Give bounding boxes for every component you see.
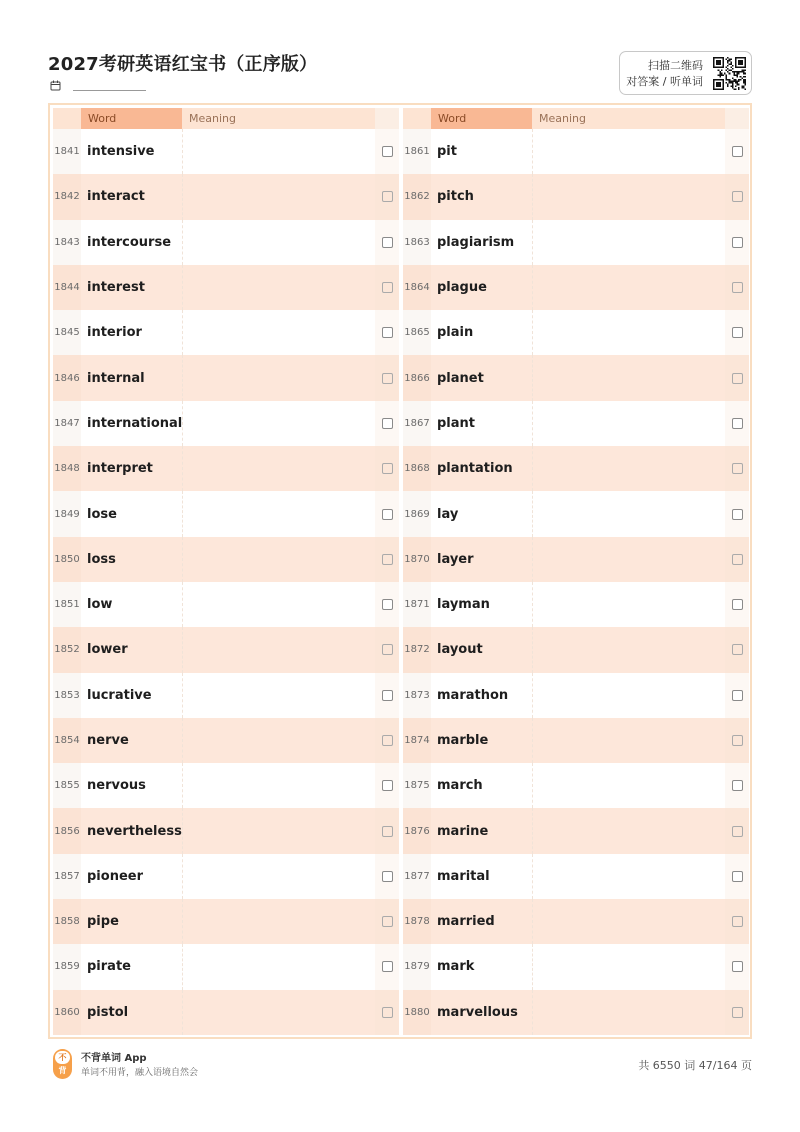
right-rows: [403, 129, 749, 1035]
word-text: pit: [437, 144, 457, 160]
word-text: intercourse: [87, 234, 172, 250]
checkbox-icon[interactable]: [732, 237, 743, 248]
table-row: [53, 990, 399, 1035]
checkbox-cell: [725, 129, 749, 174]
header-word: Word: [81, 108, 182, 129]
app-logo: [53, 1049, 72, 1079]
word-number: 1879: [403, 944, 431, 989]
word-text: interior: [87, 325, 142, 341]
meaning-cell[interactable]: [532, 174, 533, 219]
table-row: [53, 401, 399, 446]
table-row: [403, 582, 749, 627]
header-check: [375, 108, 399, 129]
left-rows: [53, 129, 399, 1035]
checkbox-cell: [725, 537, 749, 582]
table-row: [403, 174, 749, 219]
word-text: lower: [87, 642, 128, 658]
checkbox-cell: [725, 174, 749, 219]
meaning-cell[interactable]: [182, 174, 183, 219]
table-row: [403, 808, 749, 853]
word-number: 1878: [403, 899, 431, 944]
checkbox-cell: [375, 990, 399, 1035]
table-row: [53, 808, 399, 853]
meaning-cell[interactable]: [532, 537, 533, 582]
checkbox-icon[interactable]: [382, 690, 393, 701]
table-row: [403, 129, 749, 174]
checkbox-cell: [375, 446, 399, 491]
checkbox-cell: [375, 582, 399, 627]
word-number: 1866: [403, 355, 431, 400]
table-row: [403, 355, 749, 400]
checkbox-cell: [375, 854, 399, 899]
word-number: 1848: [53, 446, 81, 491]
header-check: [725, 108, 749, 129]
meaning-cell[interactable]: [532, 491, 533, 536]
table-row: [403, 265, 749, 310]
table-row: [403, 310, 749, 355]
word-number: 1858: [53, 899, 81, 944]
header-meaning: Meaning: [189, 112, 236, 125]
meaning-cell[interactable]: [532, 129, 533, 174]
meaning-cell[interactable]: [532, 446, 533, 491]
checkbox-cell: [725, 446, 749, 491]
meaning-cell[interactable]: [182, 673, 183, 718]
word-text: pioneer: [87, 868, 143, 884]
word-number: 1872: [403, 627, 431, 672]
checkbox-icon[interactable]: [732, 282, 743, 293]
table-row: [53, 310, 399, 355]
checkbox-icon[interactable]: [732, 871, 743, 882]
logo-bottom-glyph: 背: [58, 1066, 67, 1075]
checkbox-icon[interactable]: [382, 735, 393, 746]
word-text: mark: [437, 959, 475, 975]
header-word: Word: [431, 108, 532, 129]
word-text: nervous: [87, 778, 146, 794]
qr-panel[interactable]: [619, 51, 752, 95]
table-row: [403, 763, 749, 808]
page-counter: 共 6550 词 47/164 页: [638, 1059, 752, 1072]
word-number: 1843: [53, 220, 81, 265]
vocab-table: [48, 103, 752, 1039]
table-row: [403, 899, 749, 944]
checkbox-icon[interactable]: [732, 373, 743, 384]
word-text: married: [437, 914, 495, 930]
word-text: layman: [437, 597, 490, 613]
word-text: marble: [437, 733, 489, 748]
checkbox-cell: [725, 627, 749, 672]
checkbox-icon[interactable]: [732, 327, 743, 338]
word-number: 1841: [53, 129, 81, 174]
checkbox-icon[interactable]: [732, 690, 743, 701]
checkbox-cell: [725, 763, 749, 808]
checkbox-cell: [375, 401, 399, 446]
word-text: loss: [87, 551, 116, 567]
checkbox-cell: [375, 310, 399, 355]
page-title: 2027考研英语红宝书（正序版）: [48, 54, 318, 75]
meaning-cell[interactable]: [532, 401, 533, 446]
checkbox-icon[interactable]: [382, 373, 393, 384]
word-text: pitch: [437, 189, 474, 205]
checkbox-cell: [725, 491, 749, 536]
checkbox-icon[interactable]: [382, 961, 393, 972]
table-row: [403, 854, 749, 899]
table-row: [53, 854, 399, 899]
table-row: [403, 401, 749, 446]
word-number: 1862: [403, 174, 431, 219]
checkbox-cell: [375, 944, 399, 989]
meaning-cell[interactable]: [532, 582, 533, 627]
word-number: 1849: [53, 491, 81, 536]
checkbox-cell: [375, 899, 399, 944]
checkbox-cell: [725, 899, 749, 944]
checkbox-icon[interactable]: [382, 780, 393, 791]
checkbox-cell: [725, 265, 749, 310]
checkbox-cell: [725, 944, 749, 989]
table-row: [53, 129, 399, 174]
word-text: layout: [437, 642, 483, 658]
calendar-icon: [50, 80, 61, 91]
checkbox-cell: [375, 355, 399, 400]
word-number: 1867: [403, 401, 431, 446]
meaning-cell[interactable]: [532, 310, 533, 355]
checkbox-icon[interactable]: [732, 418, 743, 429]
word-number: 1870: [403, 537, 431, 582]
meaning-cell[interactable]: [532, 718, 533, 763]
table-row: [53, 899, 399, 944]
word-text: international: [87, 415, 183, 431]
meaning-cell[interactable]: [182, 718, 183, 763]
meaning-cell[interactable]: [182, 537, 183, 582]
meaning-cell[interactable]: [532, 808, 533, 853]
table-header: [403, 108, 749, 129]
checkbox-icon[interactable]: [732, 463, 743, 474]
left-column: [53, 108, 399, 1035]
table-row: [403, 673, 749, 718]
meaning-cell[interactable]: [182, 446, 183, 491]
word-text: marathon: [437, 687, 509, 703]
qr-caption-line2: 对答案 / 听单词: [626, 75, 703, 88]
meaning-cell[interactable]: [182, 310, 183, 355]
checkbox-icon[interactable]: [732, 644, 743, 655]
word-number: 1864: [403, 265, 431, 310]
checkbox-icon[interactable]: [382, 146, 393, 157]
word-number: 1859: [53, 944, 81, 989]
word-number: 1845: [53, 310, 81, 355]
checkbox-cell: [725, 718, 749, 763]
word-number: 1871: [403, 582, 431, 627]
logo-top-glyph: 不: [55, 1051, 70, 1064]
checkbox-cell: [725, 582, 749, 627]
word-text: pipe: [87, 914, 119, 930]
word-number: 1852: [53, 627, 81, 672]
app-name: 不背单词 App: [81, 1053, 147, 1064]
meaning-cell[interactable]: [182, 491, 183, 536]
checkbox-icon[interactable]: [382, 916, 393, 927]
word-text: nerve: [87, 733, 129, 748]
table-row: [403, 944, 749, 989]
word-number: 1850: [53, 537, 81, 582]
meaning-cell[interactable]: [532, 355, 533, 400]
meaning-cell[interactable]: [182, 854, 183, 899]
meaning-cell[interactable]: [182, 627, 183, 672]
checkbox-cell: [375, 808, 399, 853]
word-number: 1856: [53, 808, 81, 853]
word-number: 1855: [53, 763, 81, 808]
meaning-cell[interactable]: [532, 763, 533, 808]
meaning-cell[interactable]: [532, 944, 533, 989]
meaning-cell[interactable]: [532, 899, 533, 944]
checkbox-icon[interactable]: [732, 599, 743, 610]
word-text: interpret: [87, 461, 153, 477]
header-meaning: Meaning: [539, 112, 586, 125]
checkbox-icon[interactable]: [732, 191, 743, 202]
checkbox-cell: [375, 718, 399, 763]
checkbox-cell: [725, 990, 749, 1035]
meaning-cell[interactable]: [532, 854, 533, 899]
table-row: [53, 627, 399, 672]
meaning-cell[interactable]: [532, 220, 533, 265]
checkbox-cell: [725, 355, 749, 400]
word-number: 1854: [53, 718, 81, 763]
table-row: [53, 582, 399, 627]
checkbox-icon[interactable]: [382, 282, 393, 293]
word-text: internal: [87, 370, 145, 386]
meaning-cell[interactable]: [182, 265, 183, 310]
word-text: interest: [87, 280, 145, 296]
checkbox-icon[interactable]: [382, 463, 393, 474]
word-text: plantation: [437, 461, 513, 477]
checkbox-icon[interactable]: [732, 826, 743, 837]
date-field: [50, 80, 146, 91]
table-row: [403, 990, 749, 1035]
checkbox-icon[interactable]: [732, 916, 743, 927]
word-text: plain: [437, 325, 474, 341]
meaning-cell[interactable]: [182, 129, 183, 174]
checkbox-icon[interactable]: [382, 826, 393, 837]
qr-caption-line1: 扫描二维码: [648, 59, 703, 72]
table-row: [403, 537, 749, 582]
word-number: 1877: [403, 854, 431, 899]
checkbox-cell: [725, 401, 749, 446]
meaning-cell[interactable]: [182, 582, 183, 627]
table-row: [53, 446, 399, 491]
checkbox-icon[interactable]: [382, 1007, 393, 1018]
checkbox-icon[interactable]: [732, 735, 743, 746]
word-text: intensive: [87, 144, 155, 160]
table-row: [53, 355, 399, 400]
word-number: 1842: [53, 174, 81, 219]
word-text: plague: [437, 280, 487, 296]
word-number: 1847: [53, 401, 81, 446]
word-number: 1874: [403, 718, 431, 763]
checkbox-icon[interactable]: [382, 871, 393, 882]
checkbox-icon[interactable]: [732, 780, 743, 791]
meaning-cell[interactable]: [532, 673, 533, 718]
word-text: plagiarism: [437, 234, 515, 250]
checkbox-icon[interactable]: [382, 554, 393, 565]
word-text: pirate: [87, 959, 131, 975]
table-row: [53, 944, 399, 989]
word-text: pistol: [87, 1004, 129, 1020]
checkbox-icon[interactable]: [382, 237, 393, 248]
word-text: marvellous: [437, 1004, 518, 1020]
word-number: 1875: [403, 763, 431, 808]
word-number: 1868: [403, 446, 431, 491]
word-number: 1851: [53, 582, 81, 627]
word-number: 1880: [403, 990, 431, 1035]
checkbox-icon[interactable]: [382, 599, 393, 610]
table-row: [53, 491, 399, 536]
table-header: [53, 108, 399, 129]
checkbox-cell: [725, 220, 749, 265]
checkbox-icon[interactable]: [382, 418, 393, 429]
date-underline[interactable]: [73, 90, 146, 91]
checkbox-cell: [375, 537, 399, 582]
table-row: [403, 446, 749, 491]
table-row: [403, 220, 749, 265]
word-number: 1869: [403, 491, 431, 536]
checkbox-cell: [375, 174, 399, 219]
meaning-cell[interactable]: [532, 627, 533, 672]
word-text: lay: [437, 506, 459, 522]
meaning-cell[interactable]: [182, 355, 183, 400]
checkbox-cell: [375, 220, 399, 265]
checkbox-cell: [375, 673, 399, 718]
word-number: 1865: [403, 310, 431, 355]
checkbox-icon[interactable]: [382, 327, 393, 338]
word-text: plant: [437, 415, 476, 431]
word-number: 1861: [403, 129, 431, 174]
checkbox-cell: [725, 808, 749, 853]
table-row: [53, 220, 399, 265]
meaning-cell[interactable]: [182, 944, 183, 989]
app-slogan: 单词不用背，融入语境自然会: [81, 1068, 199, 1078]
qr-code-icon[interactable]: [713, 57, 746, 90]
word-number: 1876: [403, 808, 431, 853]
checkbox-cell: [375, 129, 399, 174]
word-text: low: [87, 597, 113, 613]
checkbox-icon[interactable]: [732, 961, 743, 972]
checkbox-cell: [375, 627, 399, 672]
right-column: [403, 108, 749, 1035]
checkbox-cell: [375, 265, 399, 310]
meaning-cell[interactable]: [182, 763, 183, 808]
word-text: lose: [87, 506, 117, 522]
word-text: march: [437, 778, 483, 794]
checkbox-icon[interactable]: [732, 509, 743, 520]
word-number: 1853: [53, 673, 81, 718]
word-text: planet: [437, 370, 484, 386]
qr-caption: [626, 58, 703, 90]
checkbox-icon[interactable]: [382, 191, 393, 202]
checkbox-icon[interactable]: [732, 554, 743, 565]
word-text: marine: [437, 823, 489, 839]
meaning-cell[interactable]: [182, 990, 183, 1035]
word-text: layer: [437, 551, 474, 567]
checkbox-icon[interactable]: [732, 146, 743, 157]
word-number: 1844: [53, 265, 81, 310]
word-text: interact: [87, 189, 145, 205]
meaning-cell[interactable]: [182, 808, 183, 853]
table-row: [53, 265, 399, 310]
checkbox-icon[interactable]: [732, 1007, 743, 1018]
table-row: [403, 627, 749, 672]
checkbox-cell: [375, 491, 399, 536]
word-number: 1846: [53, 355, 81, 400]
word-text: marital: [437, 868, 490, 884]
word-number: 1873: [403, 673, 431, 718]
meaning-cell[interactable]: [532, 990, 533, 1035]
word-text: lucrative: [87, 687, 152, 703]
checkbox-cell: [725, 673, 749, 718]
table-row: [53, 718, 399, 763]
word-text: nevertheless: [87, 823, 182, 839]
meaning-cell[interactable]: [182, 220, 183, 265]
checkbox-icon[interactable]: [382, 644, 393, 655]
checkbox-cell: [725, 854, 749, 899]
meaning-cell[interactable]: [532, 265, 533, 310]
table-row: [403, 491, 749, 536]
table-row: [53, 174, 399, 219]
table-row: [53, 673, 399, 718]
checkbox-icon[interactable]: [382, 509, 393, 520]
word-number: 1863: [403, 220, 431, 265]
word-number: 1857: [53, 854, 81, 899]
table-row: [53, 537, 399, 582]
meaning-cell[interactable]: [182, 899, 183, 944]
word-number: 1860: [53, 990, 81, 1035]
table-row: [53, 763, 399, 808]
meaning-cell[interactable]: [182, 401, 183, 446]
checkbox-cell: [725, 310, 749, 355]
table-row: [403, 718, 749, 763]
checkbox-cell: [375, 763, 399, 808]
